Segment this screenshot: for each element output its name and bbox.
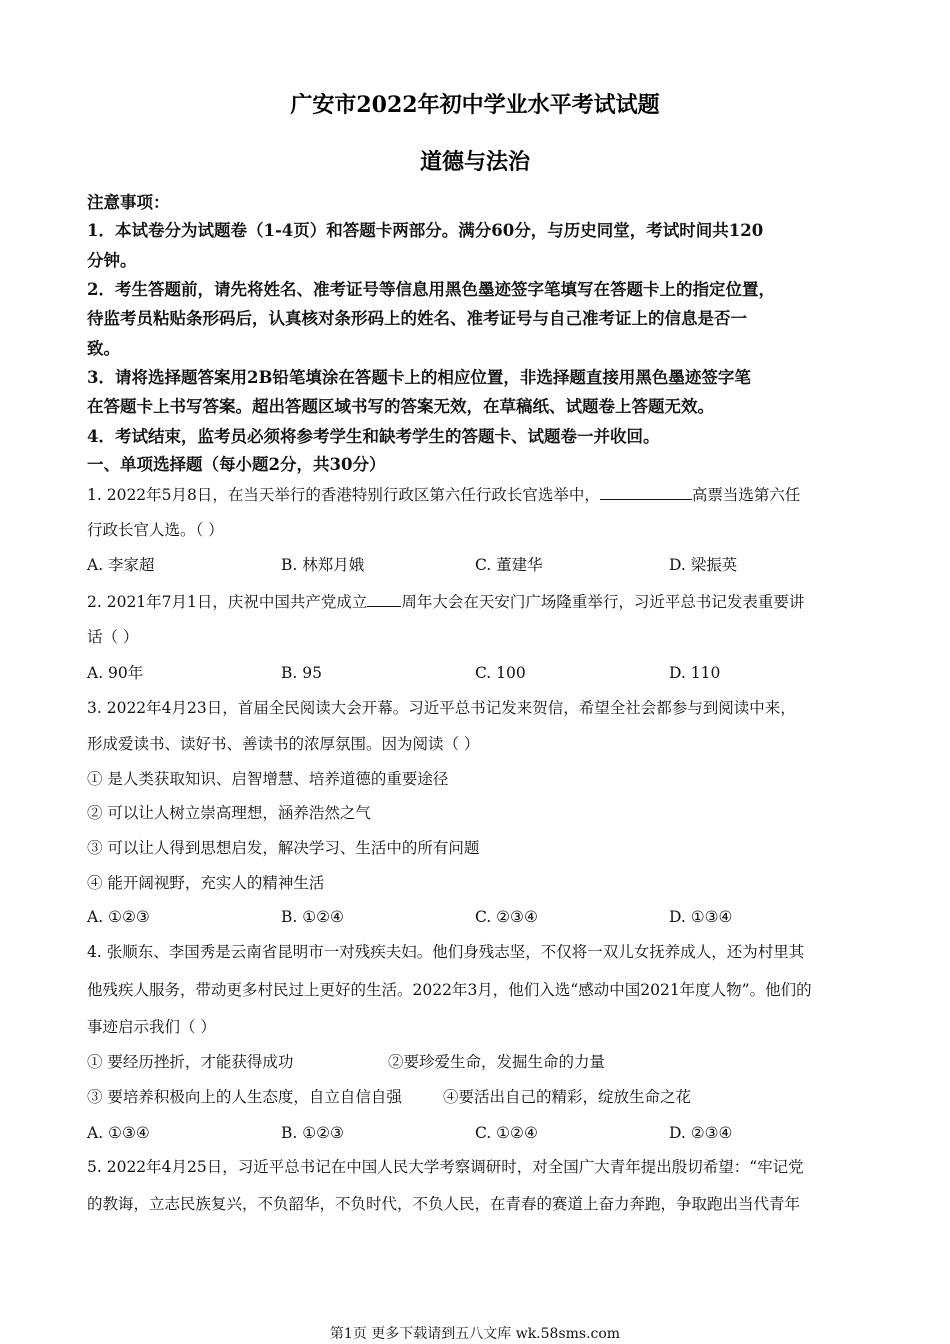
option-d: D. ②③④: [669, 1124, 733, 1142]
question-text: 周年大会在天安门广场隆重举行，习近平总书记发表重要讲: [401, 593, 805, 611]
option-b: B. ①②④: [281, 908, 344, 926]
question-4-text-cont: 事迹启示我们（ ）: [87, 1018, 216, 1036]
question-5-text: 5. 2022年4月25日，习近平总书记在中国人民大学考察调研时，对全国广大青年提出殷切希望：“牢记党: [87, 1158, 804, 1176]
statement-item: ④ 能开阔视野，充实人的精神生活: [87, 874, 325, 892]
question-1-text: [87, 484, 877, 505]
option-a: A. 90年: [87, 664, 144, 682]
answer-blank: [367, 591, 401, 607]
option-c: C. 董建华: [475, 556, 543, 574]
option-a: A. ①②③: [87, 908, 150, 926]
statement-item: ③ 可以让人得到思想启发，解决学习、生活中的所有问题: [87, 839, 480, 857]
option-d: D. 梁振英: [669, 556, 738, 574]
notice-line: 分钟。: [87, 251, 137, 270]
notice-line: 1．本试卷分为试题卷（1-4页）和答题卡两部分。满分60分，与历史同堂，考试时间共120: [87, 221, 764, 240]
statement-item: ②要珍爱生命，发掘生命的力量: [388, 1053, 606, 1071]
notice-heading: 注意事项：: [87, 193, 170, 212]
statement-item: ① 要经历挫折，才能获得成功: [87, 1053, 294, 1071]
subject-title: 道德与法治: [419, 149, 530, 175]
page-title: 广安市2022年初中学业水平考试试题: [290, 92, 660, 118]
answer-blank: [600, 484, 692, 500]
option-b: B. 林郑月娥: [281, 556, 365, 574]
statement-item: ③ 要培养积极向上的人生态度，自立自信自强: [87, 1088, 402, 1106]
question-2-text: [87, 591, 877, 612]
option-d: D. 110: [669, 664, 721, 682]
notice-line: 4．考试结束，监考员必须将参考学生和缺考学生的答题卡、试题卷一并收回。: [87, 427, 660, 446]
option-a: A. 李家超: [87, 556, 155, 574]
question-text: 2. 2021年7月1日，庆祝中国共产党成立: [87, 593, 368, 611]
question-5-text-cont: 的教诲，立志民族复兴，不负韶华，不负时代，不负人民，在青春的赛道上奋力奔跑，争取跑出当代青年: [87, 1195, 801, 1213]
option-c: C. ①②④: [475, 1124, 538, 1142]
option-b: B. 95: [281, 664, 322, 682]
notice-line: 待监考员粘贴条形码后，认真核对条形码上的姓名、准考证号与自己准考证上的信息是否一: [87, 309, 747, 328]
statement-item: ① 是人类获取知识、启智增慧、培养道德的重要途径: [87, 770, 449, 788]
option-c: C. 100: [475, 664, 526, 682]
question-text: 1. 2022年5月8日，在当天举行的香港特别行政区第六任行政长官选举中，: [87, 486, 600, 504]
notice-line: 2．考生答题前，请先将姓名、准考证号等信息用黑色墨迹签字笔填写在答题卡上的指定位置，: [87, 280, 775, 299]
section-heading: 一、单项选择题（每小题2分，共30分）: [87, 455, 386, 474]
question-1-text-cont: 行政长官人选。（ ）: [87, 521, 224, 539]
question-text: 高票当选第六任: [691, 486, 801, 504]
statement-item: ④要活出自己的精彩，绽放生命之花: [443, 1088, 692, 1106]
question-4-text-cont: 他残疾人服务，带动更多村民过上更好的生活。2022年3月，他们入选“感动中国2021年度人物”。他们的: [87, 981, 812, 999]
option-d: D. ①③④: [669, 908, 733, 926]
option-b: B. ①②③: [281, 1124, 344, 1142]
page-footer: 第1页 更多下载请到五八文库 wk.58sms.com: [329, 1326, 621, 1342]
notice-line: 3．请将选择题答案用2B铅笔填涂在答题卡上的相应位置，非选择题直接用黑色墨迹签字笔: [87, 368, 751, 387]
option-c: C. ②③④: [475, 908, 538, 926]
statement-item: ② 可以让人树立崇高理想，涵养浩然之气: [87, 804, 371, 822]
option-a: A. ①③④: [87, 1124, 150, 1142]
question-2-text-cont: 话（ ）: [87, 628, 139, 646]
notice-line: 在答题卡上书写答案。超出答题区域书写的答案无效，在草稿纸、试题卷上答题无效。: [87, 397, 714, 416]
question-3-text-cont: 形成爱读书、读好书、善读书的浓厚氛围。因为阅读（ ）: [87, 735, 480, 753]
question-4-text: 4. 张顺东、李国秀是云南省昆明市一对残疾夫妇。他们身残志坚，不仅将一双儿女抚养成人，还为村里其: [87, 943, 805, 961]
notice-line: 致。: [87, 339, 120, 358]
question-3-text: 3. 2022年4月23日，首届全民阅读大会开幕。习近平总书记发来贺信，希望全社会都参与到阅读中来，: [87, 699, 796, 717]
